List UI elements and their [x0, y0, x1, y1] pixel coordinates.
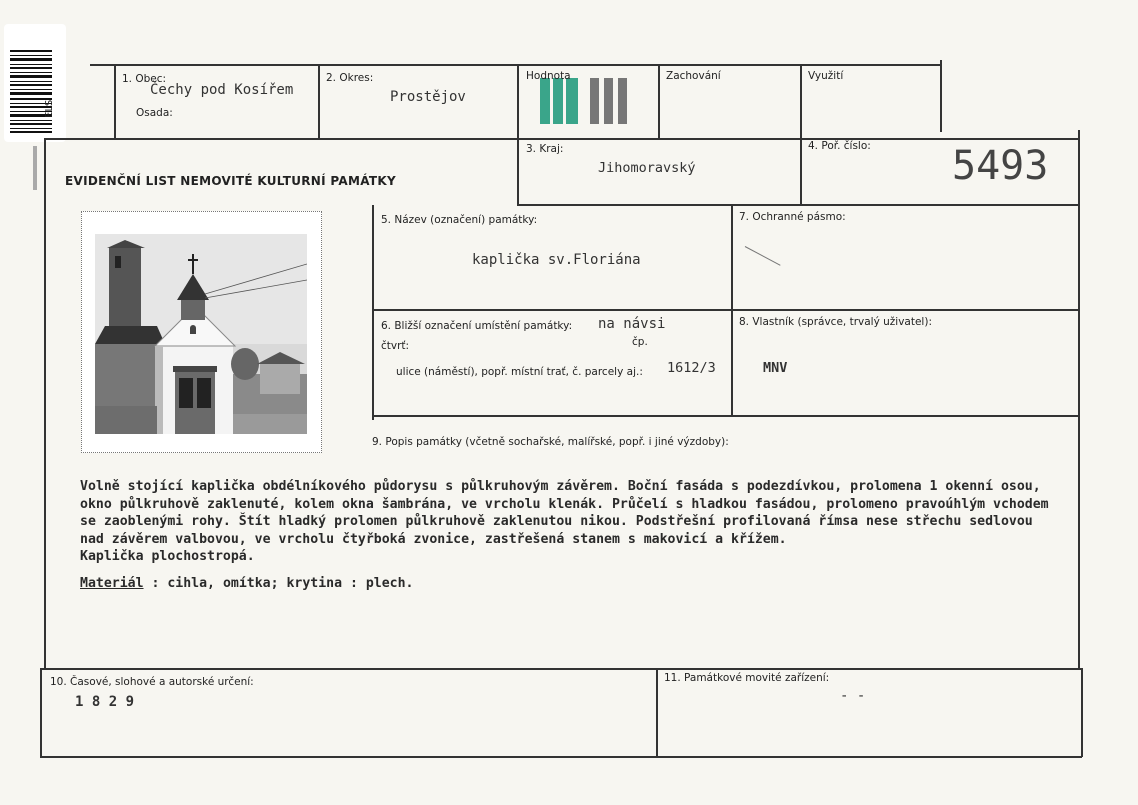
photo-frame: [81, 211, 322, 453]
ochranne-pasmo-label: 7. Ochranné pásmo:: [739, 211, 846, 223]
pen-mark: [745, 246, 781, 266]
kraj-value: Jihomoravský: [598, 160, 696, 176]
nazev-value: kaplička sv.Floriána: [472, 252, 641, 268]
cp-label: čp.: [632, 336, 648, 348]
chapel-photo: [95, 234, 307, 434]
popis-line: se zaoblenými rohy. Štít hladký prolomen půlkruhově zaklenutou nikou. Podstřešní profilovaná římsa nese střechu sedlovou: [80, 514, 1033, 529]
popis-line: okno půlkruhově zaklenuté, kolem okna šambrána, ve vrcholu klenák. Průčelí s hladkou fasádou, prolomeno pravoúhlým vchodem: [80, 496, 1049, 512]
form-title: EVIDENČNÍ LIST NEMOVITÉ KULTURNÍ PAMÁTKY: [65, 174, 396, 188]
material-value: : cihla, omítka; krytina : plech.: [151, 575, 414, 591]
zachovani-label: Zachování: [666, 70, 721, 82]
okres-value: Prostějov: [390, 89, 466, 105]
popis-label: 9. Popis památky (včetně sochařské, malířské, popř. i jiné výzdoby):: [372, 436, 729, 448]
okres-label: 2. Okres:: [326, 72, 374, 84]
material-line: [80, 575, 1070, 593]
hodnota-label: Hodnota: [526, 70, 571, 82]
vyuziti-label: Využití: [808, 70, 844, 82]
ctvrt-label: čtvrť:: [381, 340, 410, 352]
popis-line: Kaplička plochostropá.: [80, 549, 255, 564]
umisteni-value: na návsi: [598, 316, 666, 332]
movite-label: 11. Památkové movité zařízení:: [664, 672, 830, 684]
movite-value: - -: [840, 688, 866, 704]
parcela-value: 1612/3: [667, 360, 716, 376]
popis-line: nad závěrem valbovou, ve vrcholu čtyřboká zvonice, zastřešená stanem s makovicí a křížem.: [80, 531, 787, 547]
popis-line: Volně stojící kaplička obdélníkového půdorysu s půlkruhovým závěrem. Boční fasáda s podezdívkou, prolomena 1 okenní osou,: [80, 479, 1041, 494]
material-label: Materiál: [80, 575, 144, 591]
obec-value: Čechy pod Kosířem: [150, 82, 294, 98]
popis-text: [80, 478, 1070, 592]
umisteni-label: 6. Bližší označení umístění památky:: [381, 320, 573, 332]
barcode-sticker: [4, 24, 66, 142]
kraj-label: 3. Kraj:: [526, 143, 564, 155]
por-cislo-label: 4. Poř. číslo:: [808, 140, 871, 152]
obec-label: 1. Obec:: [122, 73, 167, 85]
osada-label: Osada:: [136, 107, 173, 119]
hodnota-marks: [540, 78, 640, 126]
casove-value: 1 8 2 9: [75, 694, 135, 710]
barcode-icon: [4, 24, 66, 142]
nazev-label: 5. Název (označení) památky:: [381, 214, 538, 226]
vlastnik-label: 8. Vlastník (správce, trvalý uživatel):: [739, 316, 932, 328]
vlastnik-value: MNV: [763, 360, 788, 376]
casove-label: 10. Časové, slohové a autorské určení:: [50, 676, 254, 688]
ulice-label: ulice (náměstí), popř. místní trať, č. parcely aj.:: [396, 366, 643, 378]
binding-mark: [33, 146, 37, 190]
por-cislo-value: 5493: [952, 143, 1049, 189]
sticker-code: ELS: [44, 99, 55, 118]
